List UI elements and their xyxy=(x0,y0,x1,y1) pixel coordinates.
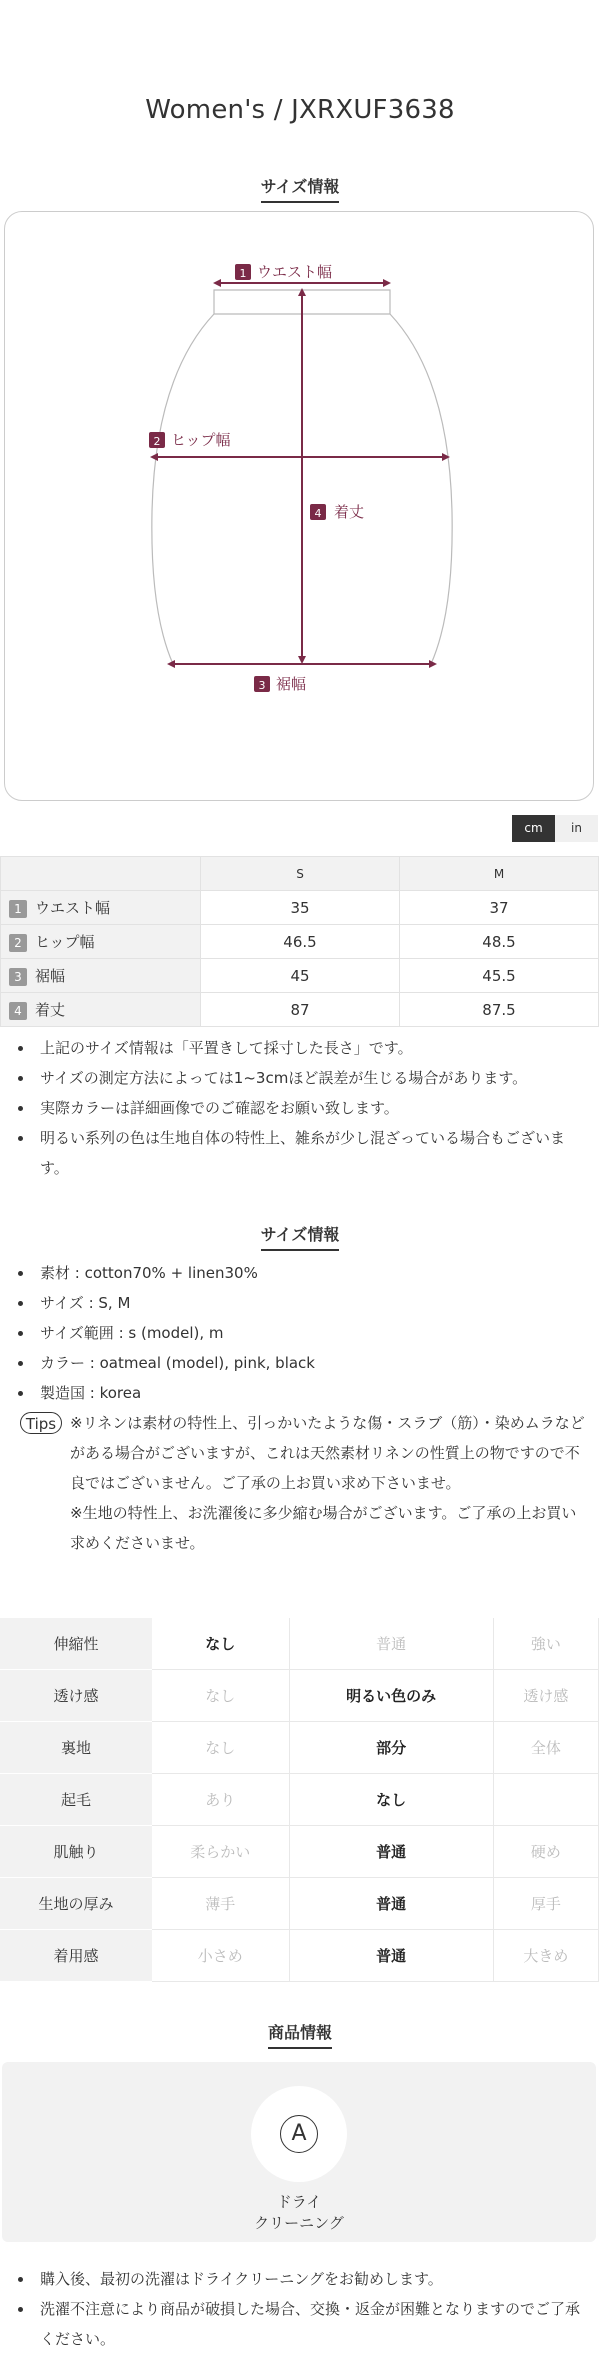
table-row: 透け感 なし 明るい色のみ 透け感 xyxy=(0,1670,599,1722)
svg-text:ヒップ幅: ヒップ幅 xyxy=(171,431,231,449)
svg-text:4: 4 xyxy=(314,507,322,520)
care-label-line-2: クリーニング xyxy=(254,2214,344,2232)
product-heading: サイズ情報 xyxy=(0,1222,600,1251)
care-box xyxy=(2,2062,596,2242)
size-info-heading: サイズ情報 xyxy=(0,174,600,203)
care-notes xyxy=(0,2264,590,2354)
list-item: 明るい系列の色は生地自体の特性上、雑糸が少し混ざっている場合もございます。 xyxy=(40,1123,590,1183)
dry-clean-icon: A xyxy=(280,2115,318,2153)
list-item: 製造国 : korea xyxy=(40,1378,590,1408)
list-item: 素材 : cotton70% + linen30% xyxy=(40,1258,590,1288)
product-info xyxy=(0,1258,590,1408)
care-label-line-1: ドライ xyxy=(276,2193,322,2211)
svg-text:2: 2 xyxy=(153,435,161,448)
tips-line-2: ※生地の特性上、お洗濯後に多少縮む場合がございます。ご了承の上お買い求めくださいませ。 xyxy=(70,1504,577,1552)
svg-text:着丈: 着丈 xyxy=(334,503,365,521)
fabric-table xyxy=(0,1618,599,1982)
svg-text:裾幅: 裾幅 xyxy=(276,675,307,693)
unit-toggle xyxy=(512,815,598,842)
size-table xyxy=(0,856,599,1027)
svg-text:ウエスト幅: ウエスト幅 xyxy=(257,263,333,281)
diagram-label-hip xyxy=(149,431,231,449)
list-item: サイズ : S, M xyxy=(40,1288,590,1318)
care-icon-circle xyxy=(251,2086,347,2182)
diagram-label-hem xyxy=(254,675,306,693)
table-row: 3 裾幅 45 45.5 xyxy=(1,959,599,993)
size-col-header: M xyxy=(400,857,599,891)
tips-badge: Tips xyxy=(20,1412,62,1434)
table-row: 4 着丈 87 87.5 xyxy=(1,993,599,1027)
skirt-diagram-svg xyxy=(5,212,595,802)
goods-heading: 商品情報 xyxy=(0,2020,600,2049)
table-row: 1 ウエスト幅 35 37 xyxy=(1,891,599,925)
size-col-header: S xyxy=(201,857,400,891)
list-item: 上記のサイズ情報は「平置きして採寸した長さ」です。 xyxy=(40,1033,590,1063)
table-row: 2 ヒップ幅 46.5 48.5 xyxy=(1,925,599,959)
table-row: 生地の厚み 薄手 普通 厚手 xyxy=(0,1878,599,1930)
list-item: 実際カラーは詳細画像でのご確認をお願い致します。 xyxy=(40,1093,590,1123)
list-item: 洗濯不注意により商品が破損した場合、交換・返金が困難となりますのでご了承ください。 xyxy=(40,2294,590,2354)
unit-in-button[interactable]: in xyxy=(555,815,598,842)
diagram-label-waist xyxy=(235,263,332,281)
list-item: サイズの測定方法によっては1~3cmほど誤差が生じる場合があります。 xyxy=(40,1063,590,1093)
page-title: Women's / JXRXUF3638 xyxy=(145,95,455,125)
table-row: 起毛 あり なし xyxy=(0,1774,599,1826)
svg-text:1: 1 xyxy=(239,267,247,280)
list-item: サイズ範囲 : s (model), m xyxy=(40,1318,590,1348)
svg-text:3: 3 xyxy=(258,679,266,692)
list-item: カラー : oatmeal (model), pink, black xyxy=(40,1348,590,1378)
size-notes xyxy=(0,1033,590,1183)
table-row: 伸縮性 なし 普通 強い xyxy=(0,1618,599,1670)
diagram-label-length xyxy=(310,503,364,521)
unit-cm-button[interactable]: cm xyxy=(512,815,555,842)
table-row: 肌触り 柔らかい 普通 硬め xyxy=(0,1826,599,1878)
table-row: 着用感 小さめ 普通 大きめ xyxy=(0,1930,599,1982)
list-item: 購入後、最初の洗濯はドライクリーニングをお勧めします。 xyxy=(40,2264,590,2294)
size-diagram xyxy=(4,211,594,801)
tips xyxy=(20,1408,590,1558)
table-row: 裏地 なし 部分 全体 xyxy=(0,1722,599,1774)
tips-line-1: ※リネンは素材の特性上、引っかいたような傷・スラブ（筋）・染めムラなどがある場合がございますが、これは天然素材リネンの性質上の物ですので不良ではございません。ご了承の上お買い求め下さいませ。 xyxy=(70,1414,585,1492)
